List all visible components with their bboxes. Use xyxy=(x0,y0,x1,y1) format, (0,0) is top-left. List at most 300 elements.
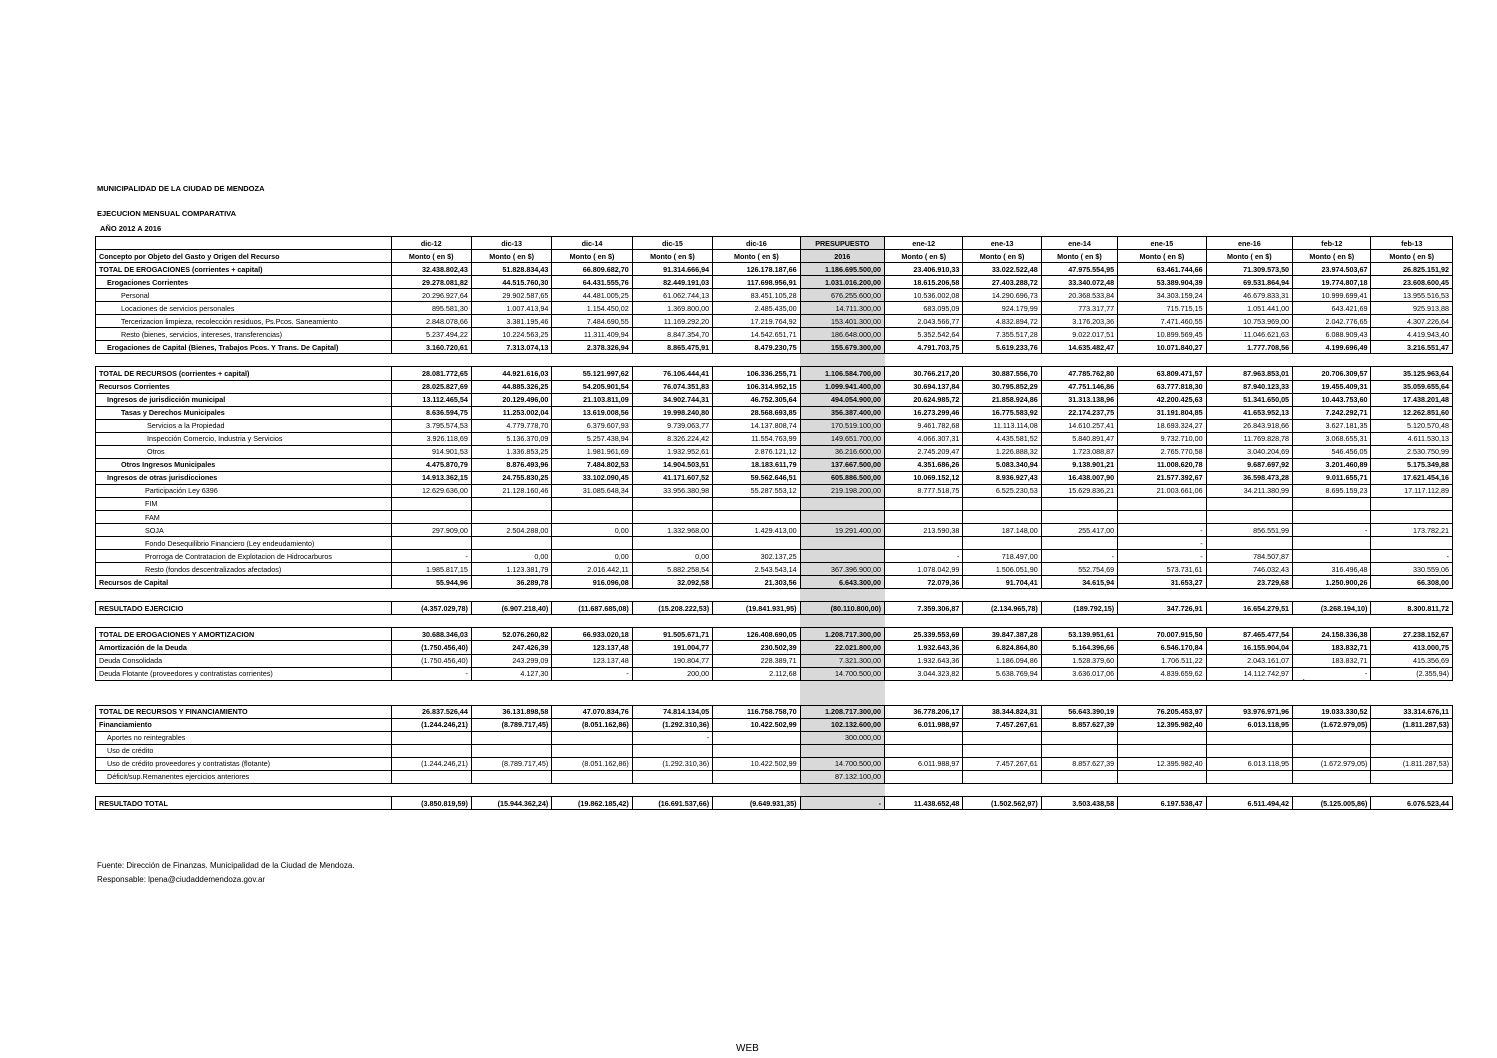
value-cell: 11.253.002,04 xyxy=(471,406,551,419)
value-cell: 63.809.471,57 xyxy=(1118,367,1206,380)
value-cell: 3.381.195,46 xyxy=(471,315,551,328)
value-cell: 2.765.770,58 xyxy=(1118,445,1206,458)
value-cell xyxy=(800,744,884,757)
value-cell: 46.679.833,31 xyxy=(1206,289,1292,302)
value-cell: 106.314.952,15 xyxy=(713,380,800,393)
spacer-cell xyxy=(1118,680,1206,693)
spacer-cell xyxy=(1041,589,1117,602)
value-cell: 302.137,25 xyxy=(713,550,800,563)
value-cell: (1.292.310,36) xyxy=(632,757,712,770)
value-cell: 247.426,39 xyxy=(471,641,551,654)
value-cell: 1.369.800,00 xyxy=(632,302,712,315)
row-label: TOTAL DE EROGACIONES Y AMORTIZACION xyxy=(96,628,392,641)
value-cell: 44.515.760,30 xyxy=(471,276,551,289)
value-cell: 26.843.918,66 xyxy=(1206,419,1292,432)
value-cell: 3.201.460,89 xyxy=(1293,458,1371,471)
value-cell: 4.779.778,70 xyxy=(471,419,551,432)
value-cell: 1.506.051,90 xyxy=(963,563,1041,576)
value-cell: 6.088.909,43 xyxy=(1293,328,1371,341)
value-cell xyxy=(391,497,471,510)
value-cell: 255.417,00 xyxy=(1041,524,1117,537)
value-cell: 126.178.187,66 xyxy=(713,263,800,276)
spacer-cell xyxy=(963,693,1041,706)
value-cell: 123.137,48 xyxy=(552,641,632,654)
value-cell: 6.643.300,00 xyxy=(800,576,884,589)
value-cell: 5.120.570,48 xyxy=(1371,419,1453,432)
value-cell: 10.899.569,45 xyxy=(1118,328,1206,341)
value-cell: 17.219.764,92 xyxy=(713,315,800,328)
value-cell: 55.287.553,12 xyxy=(713,484,800,497)
value-cell: 2.848.078,66 xyxy=(391,315,471,328)
row-label: Otros Ingresos Municipales xyxy=(96,458,392,471)
spacer-cell xyxy=(963,680,1041,693)
spacer-cell xyxy=(552,693,632,706)
value-cell: 41.653.952,13 xyxy=(1206,406,1292,419)
value-cell: 3.176.203,36 xyxy=(1041,315,1117,328)
value-cell: (2.134.965,78) xyxy=(963,602,1041,615)
value-cell: 1.777.708,56 xyxy=(1206,341,1292,354)
value-cell xyxy=(1371,497,1453,510)
value-cell: 1.981.961,69 xyxy=(552,445,632,458)
table-row xyxy=(96,484,1453,497)
value-cell: 5.257.438,94 xyxy=(552,432,632,445)
value-cell: 14.610.257,41 xyxy=(1041,419,1117,432)
row-label: Aportes no reintegrables xyxy=(96,731,392,744)
table-row xyxy=(96,550,1453,563)
value-cell: 5.619.233,76 xyxy=(963,341,1041,354)
spacer-cell xyxy=(713,354,800,367)
value-cell: 2.485.435,00 xyxy=(713,302,800,315)
value-cell xyxy=(963,510,1041,523)
column-header: ene-15 xyxy=(1118,237,1206,250)
value-cell: 718.497,00 xyxy=(963,550,1041,563)
row-label: Ingresos de jurisdicción municipal xyxy=(96,393,392,406)
column-header: dic-16 xyxy=(713,237,800,250)
value-cell: - xyxy=(1293,524,1371,537)
value-cell: 11.113.114,08 xyxy=(963,419,1041,432)
value-cell: 87.963.853,01 xyxy=(1206,367,1292,380)
value-cell: 1.429.413,00 xyxy=(713,524,800,537)
value-cell: 47.751.146,86 xyxy=(1041,380,1117,393)
spacer-cell xyxy=(1206,783,1292,796)
value-cell: 39.847.387,28 xyxy=(963,628,1041,641)
value-cell xyxy=(1118,731,1206,744)
row-label: Inspección Comercio, Industria y Servicios xyxy=(96,432,392,445)
spacer-row xyxy=(96,589,1453,602)
value-cell: 1.051.441,00 xyxy=(1206,302,1292,315)
value-cell: 925.913,88 xyxy=(1371,302,1453,315)
value-cell xyxy=(1371,770,1453,783)
unit-header: Monto ( en $) xyxy=(471,250,551,263)
value-cell: 16.775.583,92 xyxy=(963,406,1041,419)
value-cell: (1.502.562,97) xyxy=(963,797,1041,810)
value-cell: 4.127,30 xyxy=(471,667,551,680)
column-header: ene-14 xyxy=(1041,237,1117,250)
value-cell: 34.303.159,24 xyxy=(1118,289,1206,302)
value-cell: 10.071.840,27 xyxy=(1118,341,1206,354)
unit-header-row xyxy=(96,250,1453,263)
value-cell xyxy=(391,744,471,757)
row-label: Deuda Flotante (proveedores y contratistas corrientes) xyxy=(96,667,392,680)
value-cell: 27.238.152,67 xyxy=(1371,628,1453,641)
spacer-cell xyxy=(391,615,471,628)
value-cell: 63.777.818,30 xyxy=(1118,380,1206,393)
value-cell: (2.355,94) xyxy=(1371,667,1453,680)
value-cell: 6.546.170,84 xyxy=(1118,641,1206,654)
value-cell xyxy=(713,497,800,510)
value-cell: 15.629.836,21 xyxy=(1041,484,1117,497)
value-cell: (6.907.218,40) xyxy=(471,602,551,615)
value-cell: 31.191.804,85 xyxy=(1118,406,1206,419)
value-cell: 9.739.063,77 xyxy=(632,419,712,432)
value-cell xyxy=(713,537,800,550)
value-cell xyxy=(885,770,963,783)
value-cell: 44.481.005,25 xyxy=(552,289,632,302)
value-cell: 746.032,43 xyxy=(1206,563,1292,576)
table-row xyxy=(96,341,1453,354)
spacer-cell xyxy=(963,589,1041,602)
value-cell: 21.577.392,67 xyxy=(1118,471,1206,484)
value-cell xyxy=(391,537,471,550)
value-cell: 27.403.288,72 xyxy=(963,276,1041,289)
value-cell: 28.081.772,65 xyxy=(391,367,471,380)
value-cell: 20.296.927,64 xyxy=(391,289,471,302)
unit-header: Monto ( en $) xyxy=(1293,250,1371,263)
value-cell: 21.858.924,86 xyxy=(963,393,1041,406)
value-cell xyxy=(1118,497,1206,510)
value-cell xyxy=(632,537,712,550)
row-label: Personal xyxy=(96,289,392,302)
value-cell: 51.828.834,43 xyxy=(471,263,551,276)
value-cell: 1.932.643,36 xyxy=(885,641,963,654)
value-cell: - xyxy=(1041,550,1117,563)
value-cell: 155.679.300,00 xyxy=(800,341,884,354)
value-cell: 1.226.888,32 xyxy=(963,445,1041,458)
row-label: RESULTADO EJERCICIO xyxy=(96,602,392,615)
value-cell: 14.112.742,97 xyxy=(1206,667,1292,680)
spacer-cell xyxy=(471,615,551,628)
spacer-cell xyxy=(1293,693,1371,706)
value-cell: 2.876.121,12 xyxy=(713,445,800,458)
value-cell: 32.092,58 xyxy=(632,576,712,589)
value-cell: 230.502,39 xyxy=(713,641,800,654)
value-cell xyxy=(552,744,632,757)
value-cell: 66.809.682,70 xyxy=(552,263,632,276)
value-cell xyxy=(800,550,884,563)
value-cell: (1.811.287,53) xyxy=(1371,718,1453,731)
unit-header: Monto ( en $) xyxy=(632,250,712,263)
value-cell: 29.278.081,82 xyxy=(391,276,471,289)
row-label: FAM xyxy=(96,510,392,523)
value-cell: 4.791.703,75 xyxy=(885,341,963,354)
value-cell: 2.530.750,99 xyxy=(1371,445,1453,458)
value-cell: 347.726,91 xyxy=(1118,602,1206,615)
row-label: Participación Ley 6396 xyxy=(96,484,392,497)
value-cell: 6.076.523,44 xyxy=(1371,797,1453,810)
value-cell xyxy=(1118,510,1206,523)
value-cell: 0,00 xyxy=(552,524,632,537)
value-cell: 76.106.444,41 xyxy=(632,367,712,380)
value-cell: 36.131.898,58 xyxy=(471,705,551,718)
value-cell: 12.262.851,60 xyxy=(1371,406,1453,419)
header-blank-cell xyxy=(96,237,392,250)
table-row xyxy=(96,797,1453,810)
value-cell: 330.559,06 xyxy=(1371,563,1453,576)
value-cell: 773.317,77 xyxy=(1041,302,1117,315)
spacer-cell xyxy=(391,354,471,367)
value-cell: 19.033.330,52 xyxy=(1293,705,1371,718)
value-cell: 23.974.503,67 xyxy=(1293,263,1371,276)
value-cell: 16.438.007,90 xyxy=(1041,471,1117,484)
value-cell: 31.085.648,34 xyxy=(552,484,632,497)
row-label: Financiamiento xyxy=(96,718,392,731)
value-cell: 6.511.494,42 xyxy=(1206,797,1292,810)
value-cell: (3.268.194,10) xyxy=(1293,602,1371,615)
spacer-cell xyxy=(963,354,1041,367)
value-cell: 71.309.573,50 xyxy=(1206,263,1292,276)
row-label: Resto (fondos descentralizados afectados) xyxy=(96,563,392,576)
value-cell: 8.847.354,70 xyxy=(632,328,712,341)
value-cell: 916.096,08 xyxy=(552,576,632,589)
value-cell: 14.635.482,47 xyxy=(1041,341,1117,354)
value-cell xyxy=(800,497,884,510)
value-cell: (1.672.979,05) xyxy=(1293,718,1371,731)
value-cell: 24.158.336,38 xyxy=(1293,628,1371,641)
value-cell: 183.832,71 xyxy=(1293,641,1371,654)
value-cell xyxy=(1118,744,1206,757)
value-cell: 36.778.206,17 xyxy=(885,705,963,718)
value-cell: 643.421,69 xyxy=(1293,302,1371,315)
table-row xyxy=(96,770,1453,783)
value-cell: 51.341.650,05 xyxy=(1206,393,1292,406)
row-label: Ingresos de otras jurisdicciones xyxy=(96,471,392,484)
value-cell: 1.985.817,15 xyxy=(391,563,471,576)
value-cell: 10.443.753,60 xyxy=(1293,393,1371,406)
value-cell: - xyxy=(1293,667,1371,680)
table-row xyxy=(96,315,1453,328)
value-cell xyxy=(1293,770,1371,783)
unit-header: Monto ( en $) xyxy=(1206,250,1292,263)
value-cell: 914.901,53 xyxy=(391,445,471,458)
value-cell: (15.944.362,24) xyxy=(471,797,551,810)
spacer-cell xyxy=(885,693,963,706)
value-cell: 2.745.209,47 xyxy=(885,445,963,458)
value-cell: - xyxy=(632,731,712,744)
row-label: SOJA xyxy=(96,524,392,537)
row-label: Prorroga de Contratacion de Explotacion de Hidrocarburos xyxy=(96,550,392,563)
value-cell: (9.649.931,35) xyxy=(713,797,800,810)
value-cell: 1.031.016.200,00 xyxy=(800,276,884,289)
value-cell: 54.205.901,54 xyxy=(552,380,632,393)
value-cell: 6.011.988,97 xyxy=(885,718,963,731)
spacer-cell xyxy=(800,680,884,693)
spacer-cell xyxy=(1293,783,1371,796)
value-cell xyxy=(713,731,800,744)
value-cell: 13.112.465,54 xyxy=(391,393,471,406)
value-cell: 300.000,00 xyxy=(800,731,884,744)
value-cell: 8.936.927,43 xyxy=(963,471,1041,484)
value-cell: 2.016.442,11 xyxy=(552,563,632,576)
value-cell: 5.136.370,09 xyxy=(471,432,551,445)
table-row xyxy=(96,757,1453,770)
spacer-cell xyxy=(96,354,392,367)
spacer-cell xyxy=(391,589,471,602)
value-cell: 605.886.500,00 xyxy=(800,471,884,484)
table-row xyxy=(96,458,1453,471)
value-cell: 8.695.159,23 xyxy=(1293,484,1371,497)
value-cell: (16.691.537,66) xyxy=(632,797,712,810)
spacer-cell xyxy=(1371,693,1453,706)
spacer-cell xyxy=(1371,354,1453,367)
value-cell: 91.314.666,94 xyxy=(632,263,712,276)
table-row xyxy=(96,393,1453,406)
value-cell: 4.307.226,64 xyxy=(1371,315,1453,328)
row-label: Uso de crédito proveedores y contratistas (flotante) xyxy=(96,757,392,770)
value-cell: 715.715,15 xyxy=(1118,302,1206,315)
spacer-cell xyxy=(391,693,471,706)
value-cell: 1.123.381,79 xyxy=(471,563,551,576)
spacer-cell xyxy=(96,693,392,706)
value-cell: 10.224.563,25 xyxy=(471,328,551,341)
spacer-cell xyxy=(1118,615,1206,628)
value-cell: 8.636.594,75 xyxy=(391,406,471,419)
value-cell: 4.839.659,62 xyxy=(1118,667,1206,680)
value-cell: 23.608.600,45 xyxy=(1371,276,1453,289)
value-cell: 11.046.621,63 xyxy=(1206,328,1292,341)
value-cell: 3.636.017,06 xyxy=(1041,667,1117,680)
value-cell: 102.132.600,00 xyxy=(800,718,884,731)
table-row xyxy=(96,276,1453,289)
value-cell: 10.753.969,00 xyxy=(1206,315,1292,328)
value-cell: 18.615.206,58 xyxy=(885,276,963,289)
value-cell: 546.456,05 xyxy=(1293,445,1371,458)
spacer-cell xyxy=(1293,589,1371,602)
value-cell xyxy=(1206,731,1292,744)
value-cell: 30.694.137,84 xyxy=(885,380,963,393)
value-cell xyxy=(632,510,712,523)
value-cell xyxy=(963,497,1041,510)
value-cell: 4.475.870,79 xyxy=(391,458,471,471)
value-cell: (1.750.456,40) xyxy=(391,641,471,654)
value-cell: 19.291.400,00 xyxy=(800,524,884,537)
row-label: Tercerizacion limpieza, recolección residuos, Ps.Pcos. Saneamiento xyxy=(96,315,392,328)
value-cell: 1.723.088,87 xyxy=(1041,445,1117,458)
value-cell: 106.336.255,71 xyxy=(713,367,800,380)
value-cell: 59.562.646,51 xyxy=(713,471,800,484)
value-cell: 36.216.600,00 xyxy=(800,445,884,458)
value-cell: 2.378.326,94 xyxy=(552,341,632,354)
spacer-cell xyxy=(391,680,471,693)
value-cell: 1.186.695.500,00 xyxy=(800,263,884,276)
table-row xyxy=(96,263,1453,276)
value-cell xyxy=(885,537,963,550)
spacer-cell xyxy=(1041,680,1117,693)
value-cell xyxy=(632,497,712,510)
spacer-cell xyxy=(471,354,551,367)
table-row xyxy=(96,524,1453,537)
value-cell: 8.300.811,72 xyxy=(1371,602,1453,615)
value-cell: 243.299,09 xyxy=(471,654,551,667)
value-cell: 149.651.700,00 xyxy=(800,432,884,445)
value-cell xyxy=(1206,744,1292,757)
value-cell: 17.621.454,16 xyxy=(1371,471,1453,484)
value-cell: 2.043.566,77 xyxy=(885,315,963,328)
value-cell: 7.457.267,61 xyxy=(963,757,1041,770)
value-cell: 16.155.904,04 xyxy=(1206,641,1292,654)
spacer-cell xyxy=(885,783,963,796)
value-cell: (8.051.162,86) xyxy=(552,718,632,731)
column-header: feb-12 xyxy=(1293,237,1371,250)
value-cell: 29.902.587,65 xyxy=(471,289,551,302)
table-row xyxy=(96,497,1453,510)
value-cell: 4.419.943,40 xyxy=(1371,328,1453,341)
row-label: FIM xyxy=(96,497,392,510)
value-cell: 21.003.661,06 xyxy=(1118,484,1206,497)
table-row xyxy=(96,641,1453,654)
table-row xyxy=(96,628,1453,641)
value-cell: 1.932.952,61 xyxy=(632,445,712,458)
value-cell: 316.496,48 xyxy=(1293,563,1371,576)
table-row xyxy=(96,445,1453,458)
value-cell: 24.755.830,25 xyxy=(471,471,551,484)
value-cell xyxy=(1206,497,1292,510)
value-cell xyxy=(552,497,632,510)
value-cell: 14.904.503,51 xyxy=(632,458,712,471)
value-cell: - xyxy=(552,667,632,680)
spacer-cell xyxy=(713,680,800,693)
spacer-cell xyxy=(1371,680,1453,693)
value-cell: 12.395.982,40 xyxy=(1118,757,1206,770)
value-cell: 34.615,94 xyxy=(1041,576,1117,589)
value-cell: 33.340.072,48 xyxy=(1041,276,1117,289)
value-cell: (19.841.931,95) xyxy=(713,602,800,615)
spacer-cell xyxy=(632,354,712,367)
column-header: ene-16 xyxy=(1206,237,1292,250)
value-cell: 183.832,71 xyxy=(1293,654,1371,667)
table-row xyxy=(96,731,1453,744)
value-cell: 3.216.551,47 xyxy=(1371,341,1453,354)
column-header: PRESUPUESTO xyxy=(800,237,884,250)
spacer-cell xyxy=(552,680,632,693)
value-cell: 66.308,00 xyxy=(1371,576,1453,589)
value-cell xyxy=(963,731,1041,744)
unit-header: Monto ( en $) xyxy=(1118,250,1206,263)
value-cell: 16.273.299,46 xyxy=(885,406,963,419)
unit-header: Monto ( en $) xyxy=(1041,250,1117,263)
column-header-row xyxy=(96,237,1453,250)
value-cell xyxy=(963,744,1041,757)
value-cell xyxy=(1041,731,1117,744)
spacer-row xyxy=(96,354,1453,367)
row-label: TOTAL DE RECURSOS Y FINANCIAMIENTO xyxy=(96,705,392,718)
value-cell: 9.022.017,51 xyxy=(1041,328,1117,341)
table-row xyxy=(96,563,1453,576)
value-cell: 87.132.100,00 xyxy=(800,770,884,783)
value-cell: (1.811.287,53) xyxy=(1371,757,1453,770)
value-cell xyxy=(471,731,551,744)
spacer-cell xyxy=(713,783,800,796)
value-cell: 61.062.744,13 xyxy=(632,289,712,302)
value-cell: 7.484.802,53 xyxy=(552,458,632,471)
table-row xyxy=(96,380,1453,393)
value-cell: 47.070.834,76 xyxy=(552,705,632,718)
value-cell: 137.667.500,00 xyxy=(800,458,884,471)
unit-header: Monto ( en $) xyxy=(885,250,963,263)
value-cell xyxy=(552,510,632,523)
row-label: Erogaciones Corrientes xyxy=(96,276,392,289)
value-cell: 7.484.690,55 xyxy=(552,315,632,328)
spacer-cell xyxy=(96,680,392,693)
